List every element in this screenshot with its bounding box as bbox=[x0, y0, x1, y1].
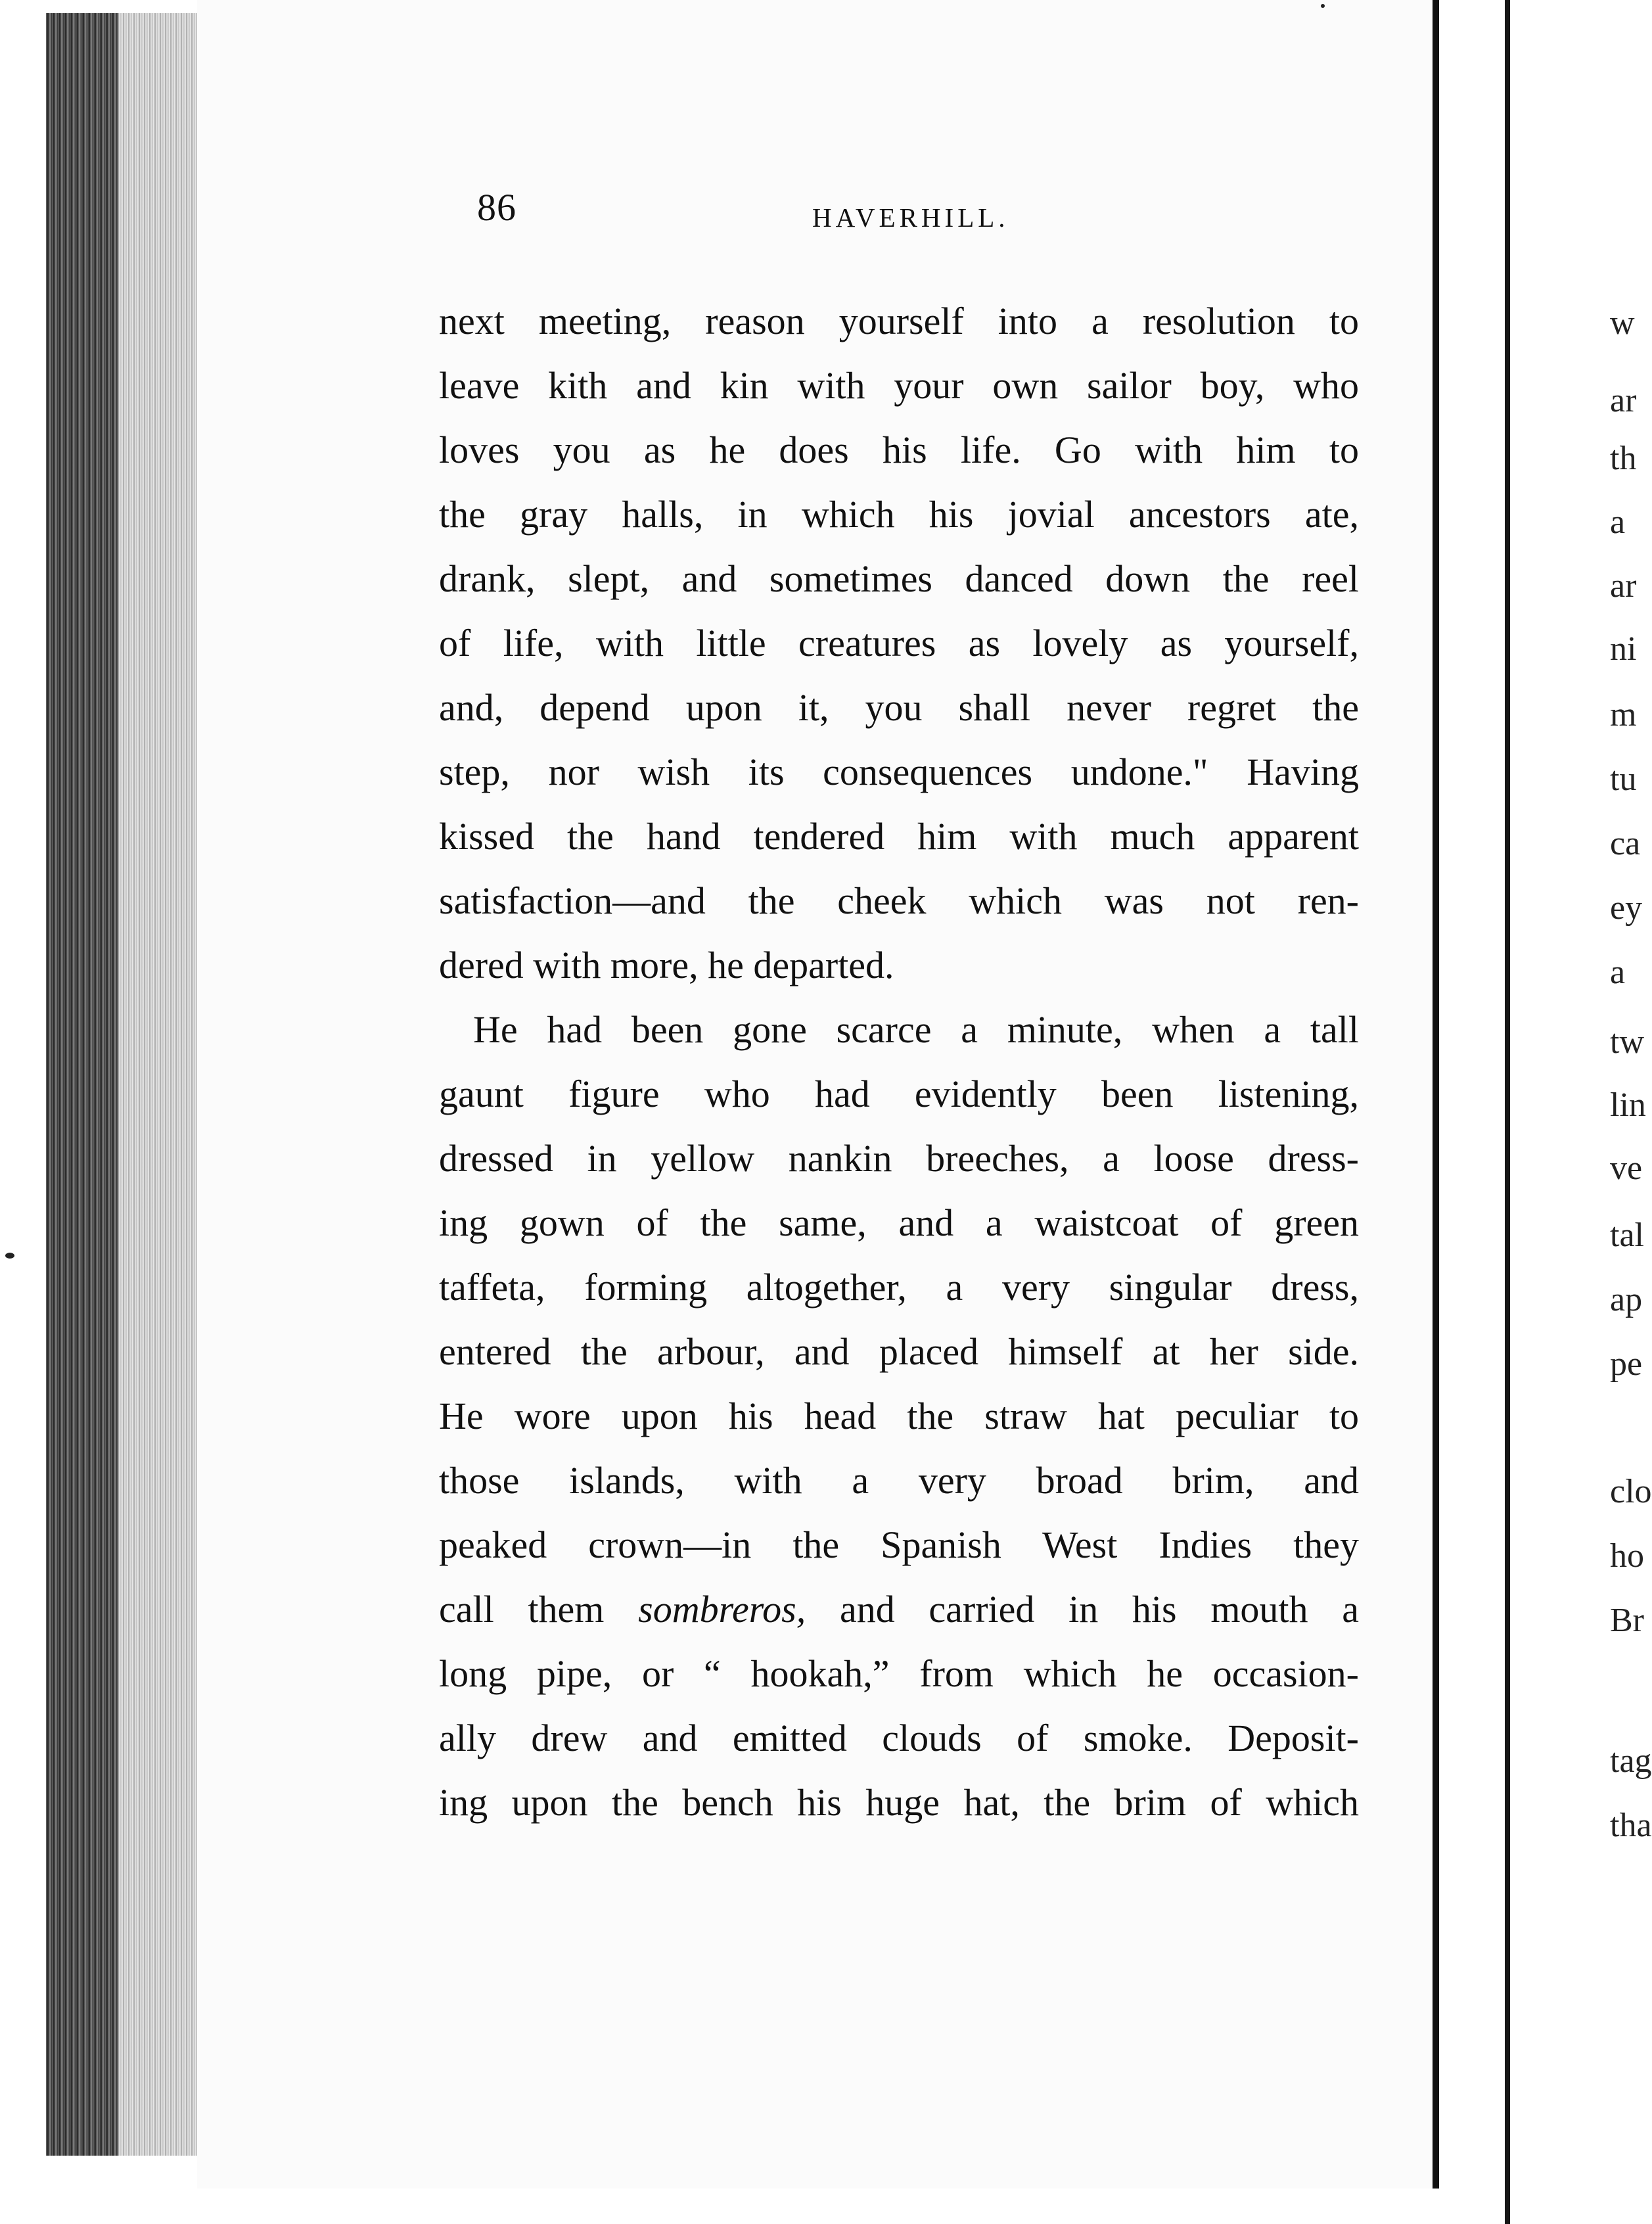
text-line: entered the arbour, and placed himself at her side. bbox=[439, 1330, 1359, 1373]
fragment: tu bbox=[1610, 760, 1637, 798]
page-number: 86 bbox=[477, 186, 516, 229]
scan-speck bbox=[1321, 4, 1325, 8]
fragment: ve bbox=[1610, 1149, 1643, 1187]
text-line: the gray halls, in which his jovial ancestors ate, bbox=[439, 493, 1359, 536]
fragment: Br bbox=[1610, 1602, 1644, 1639]
text-line: loves you as he does his life. Go with him to bbox=[439, 429, 1359, 471]
paragraph-first-line: He had been gone scarce a minute, when a tall bbox=[473, 1008, 1359, 1051]
italic-word: sombreros, bbox=[638, 1588, 806, 1631]
fragment: clo bbox=[1610, 1473, 1652, 1510]
fragment: th bbox=[1610, 440, 1637, 477]
text-line: leave kith and kin with your own sailor boy, who bbox=[439, 364, 1359, 407]
text-line: taffeta, forming altogether, a very singular dress, bbox=[439, 1266, 1359, 1309]
fragment: a bbox=[1610, 954, 1626, 991]
text-line: kissed the hand tendered him with much apparent bbox=[439, 815, 1359, 858]
fragment: tw bbox=[1610, 1023, 1644, 1061]
text-line: those islands, with a very broad brim, and bbox=[439, 1459, 1359, 1502]
text-line: and, depend upon it, you shall never regret the bbox=[439, 686, 1359, 729]
text-fragment: call them bbox=[439, 1588, 605, 1631]
text-line: dered with more, he departed. bbox=[439, 944, 894, 986]
fragment: ar bbox=[1610, 382, 1637, 419]
text-line: long pipe, or “ hookah,” from which he occasion- bbox=[439, 1652, 1359, 1695]
text-line: next meeting, reason yourself into a resolution to bbox=[439, 300, 1359, 342]
text-line: drank, slept, and sometimes danced down the reel bbox=[439, 557, 1359, 600]
text-line-with-italic bbox=[439, 1577, 1359, 1642]
body-text bbox=[439, 289, 1359, 1835]
fragment: m bbox=[1610, 696, 1637, 733]
text-line: He wore upon his head the straw hat peculiar to bbox=[439, 1395, 1359, 1437]
text-line: ing gown of the same, and a waistcoat of green bbox=[439, 1201, 1359, 1244]
scan-speck bbox=[5, 1253, 14, 1259]
fragment: w bbox=[1610, 304, 1635, 342]
fragment: a bbox=[1610, 503, 1626, 541]
text-line: step, nor wish its consequences undone." Having bbox=[439, 751, 1359, 793]
fragment: tal bbox=[1610, 1216, 1644, 1254]
text-fragment: and carried in his mouth a bbox=[839, 1588, 1360, 1631]
text-line: peaked crown—in the Spanish West Indies they bbox=[439, 1523, 1359, 1566]
fragment: tha bbox=[1610, 1807, 1652, 1844]
fragment: ho bbox=[1610, 1537, 1644, 1575]
text-line: ally drew and emitted clouds of smoke. Deposit- bbox=[439, 1717, 1359, 1759]
fragment: ar bbox=[1610, 567, 1637, 605]
text-line: of life, with little creatures as lovely as yourself, bbox=[439, 622, 1359, 664]
fragment: tag bbox=[1610, 1742, 1652, 1780]
fragment: lin bbox=[1610, 1086, 1646, 1124]
running-head: HAVERHILL. bbox=[812, 202, 1009, 233]
text-line: ing upon the bench his huge hat, the brim of which bbox=[439, 1781, 1359, 1824]
fragment: ca bbox=[1610, 825, 1641, 862]
fragment: ni bbox=[1610, 630, 1637, 668]
text-line: dressed in yellow nankin breeches, a loose dress- bbox=[439, 1137, 1359, 1180]
fragment: ap bbox=[1610, 1281, 1643, 1318]
text-line: satisfaction—and the cheek which was not ren- bbox=[439, 879, 1359, 922]
fragment: pe bbox=[1610, 1345, 1643, 1383]
text-line: gaunt figure who had evidently been listening, bbox=[439, 1073, 1359, 1115]
fragment: ey bbox=[1610, 889, 1643, 927]
